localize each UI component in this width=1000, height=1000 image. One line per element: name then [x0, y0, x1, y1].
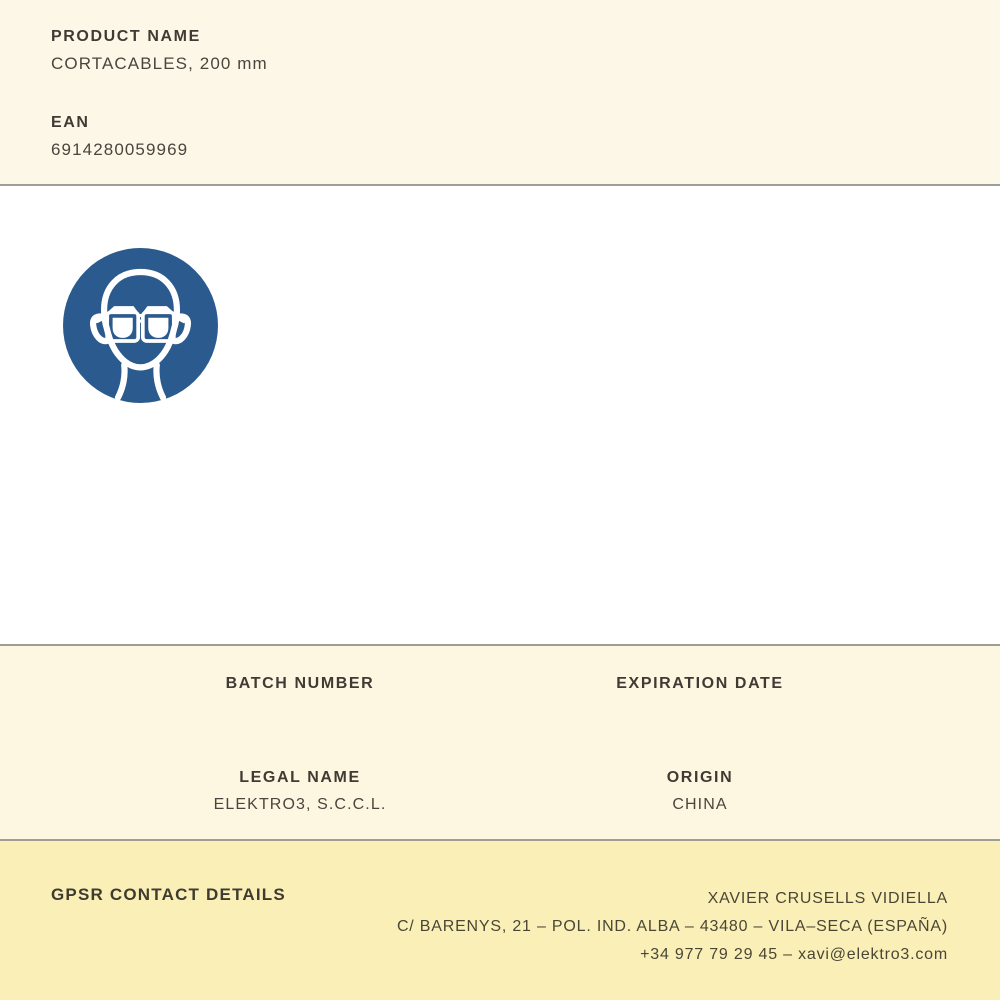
origin-label: ORIGIN: [666, 769, 734, 786]
expiration-date-value: [500, 699, 900, 723]
ean-value: 6914280059969: [51, 140, 189, 159]
product-name-value: CORTACABLES, 200 mm: [51, 54, 268, 73]
legal-name-label: LEGAL NAME: [239, 769, 361, 786]
legal-name-value: ELEKTRO3, S.C.C.L.: [213, 796, 387, 813]
gpsr-contact-label: GPSR CONTACT DETAILS: [51, 885, 286, 904]
expiration-date-label: EXPIRATION DATE: [616, 675, 784, 692]
batch-number-label: BATCH NUMBER: [225, 675, 375, 692]
wear-eye-protection-icon: [63, 248, 218, 403]
batch-number-group: [100, 673, 500, 723]
batch-number-value: [100, 699, 500, 723]
product-name-group: [51, 26, 1000, 76]
origin-group: [500, 767, 900, 817]
gpsr-contact-info: [397, 885, 948, 1000]
details-section: [0, 646, 1000, 841]
ean-group: [51, 112, 1000, 162]
legal-name-group: [100, 767, 500, 817]
contact-phone-email: +34 977 79 29 45 – xavi@elektro3.com: [640, 946, 948, 963]
expiration-date-group: [500, 673, 900, 723]
origin-value: CHINA: [672, 796, 728, 813]
pictogram-section: [0, 186, 1000, 646]
gpsr-contact-section: [0, 841, 1000, 1000]
contact-address: C/ BARENYS, 21 – POL. IND. ALBA – 43480 – VILA–SECA (ESPAÑA): [396, 918, 948, 935]
ean-label: EAN: [51, 114, 90, 131]
product-name-label: PRODUCT NAME: [51, 28, 201, 45]
product-header-section: [0, 0, 1000, 186]
contact-person-name: XAVIER CRUSELLS VIDIELLA: [707, 890, 948, 907]
